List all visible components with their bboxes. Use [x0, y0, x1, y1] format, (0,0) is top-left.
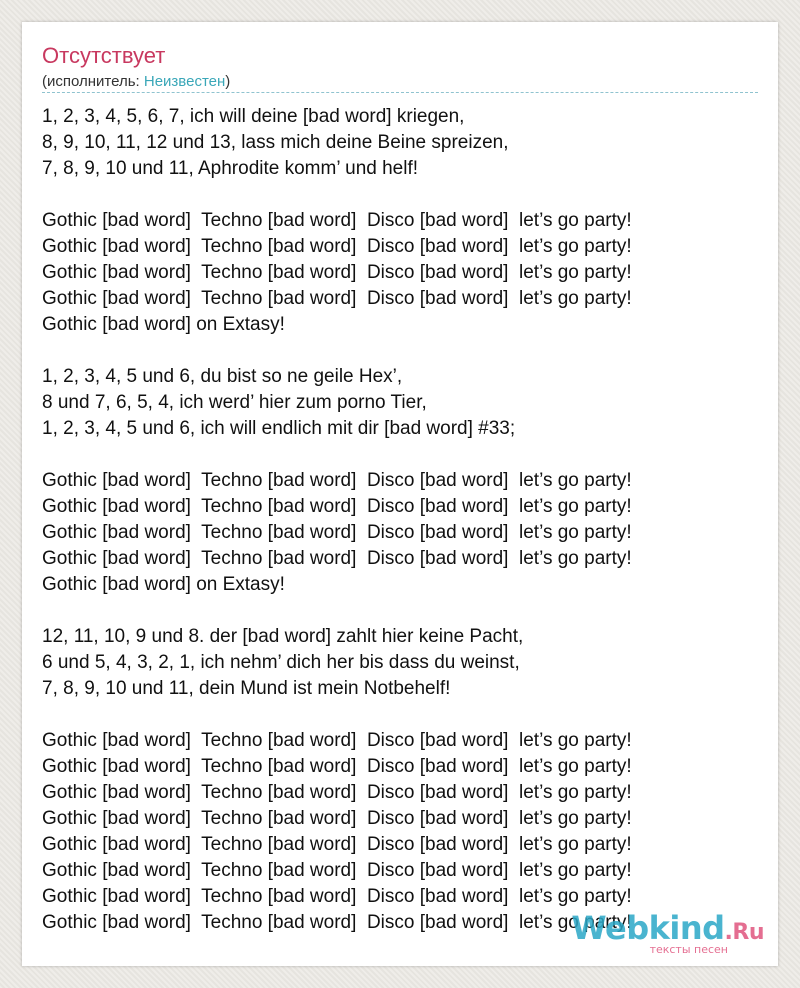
lyric-line: Gothic [bad word] Techno [bad word] Disco [bad word] let’s go party! [42, 756, 632, 777]
artist-line [42, 72, 230, 92]
lyric-line: Gothic [bad word] Techno [bad word] Disco [bad word] let’s go party! [42, 782, 632, 803]
logo-brand: Webkind [571, 909, 725, 947]
lyric-line: 7, 8, 9, 10 und 11, dein Mund ist mein Notbehelf! [42, 678, 451, 699]
header-divider [42, 92, 758, 93]
lyric-line: 8 und 7, 6, 5, 4, ich werd’ hier zum porno Tier, [42, 392, 427, 413]
lyric-line: Gothic [bad word] Techno [bad word] Disco [bad word] let’s go party! [42, 886, 632, 907]
lyric-line: Gothic [bad word] Techno [bad word] Disco [bad word] let’s go party! [42, 834, 632, 855]
artist-prefix: (исполнитель: [42, 73, 144, 90]
lyric-line: Gothic [bad word] Techno [bad word] Disco [bad word] let’s go party! [42, 262, 632, 283]
lyric-line: Gothic [bad word] Techno [bad word] Disco [bad word] let’s go party! [42, 236, 632, 257]
lyrics-stanza [42, 104, 762, 182]
lyric-line: Gothic [bad word] Techno [bad word] Disco [bad word] let’s go party! [42, 522, 632, 543]
artist-link[interactable]: Неизвестен [143, 73, 226, 90]
lyric-line: 1, 2, 3, 4, 5, 6, 7, ich will deine [bad word] kriegen, [42, 106, 465, 127]
lyric-line: Gothic [bad word] Techno [bad word] Disco [bad word] let’s go party! [42, 496, 632, 517]
lyric-line: Gothic [bad word] on Extasy! [42, 574, 285, 595]
logo-tagline: тексты песен [649, 943, 728, 956]
lyrics-stanza [42, 624, 762, 702]
lyric-line: Gothic [bad word] Techno [bad word] Disco [bad word] let’s go party! [42, 730, 632, 751]
lyric-line: 6 und 5, 4, 3, 2, 1, ich nehm’ dich her bis dass du weinst, [42, 652, 520, 673]
lyric-line: 8, 9, 10, 11, 12 und 13, lass mich deine Beine spreizen, [42, 132, 509, 153]
lyric-line: 12, 11, 10, 9 und 8. der [bad word] zahlt hier keine Pacht, [42, 626, 524, 647]
lyric-line: 1, 2, 3, 4, 5 und 6, ich will endlich mit dir [bad word] #33; [42, 418, 516, 439]
logo-tld: .Ru [724, 920, 764, 945]
lyric-line: 1, 2, 3, 4, 5 und 6, du bist so ne geile Hex’, [42, 366, 403, 387]
lyrics-stanza [42, 728, 762, 936]
lyrics-stanza [42, 208, 762, 338]
lyric-line: Gothic [bad word] on Extasy! [42, 314, 285, 335]
lyric-line: 7, 8, 9, 10 und 11, Aphrodite komm’ und helf! [42, 158, 419, 179]
lyric-line: Gothic [bad word] Techno [bad word] Disco [bad word] let’s go party! [42, 288, 632, 309]
lyric-line: Gothic [bad word] Techno [bad word] Disco [bad word] let’s go party! [42, 808, 632, 829]
song-title: Отсутствует [42, 43, 166, 68]
lyrics-card [22, 22, 778, 966]
lyric-line: Gothic [bad word] Techno [bad word] Disco [bad word] let’s go party! [42, 860, 632, 881]
artist-suffix: ) [225, 73, 231, 90]
lyrics-stanza [42, 364, 762, 442]
site-logo [572, 910, 772, 962]
lyrics-stanza [42, 468, 762, 598]
lyric-line: Gothic [bad word] Techno [bad word] Disco [bad word] let’s go party! [42, 470, 632, 491]
lyric-line: Gothic [bad word] Techno [bad word] Disco [bad word] let’s go party! [42, 548, 632, 569]
lyrics-body [42, 104, 762, 962]
lyric-line: Gothic [bad word] Techno [bad word] Disco [bad word] let’s go party! [42, 912, 632, 933]
lyric-line: Gothic [bad word] Techno [bad word] Disco [bad word] let’s go party! [42, 210, 632, 231]
